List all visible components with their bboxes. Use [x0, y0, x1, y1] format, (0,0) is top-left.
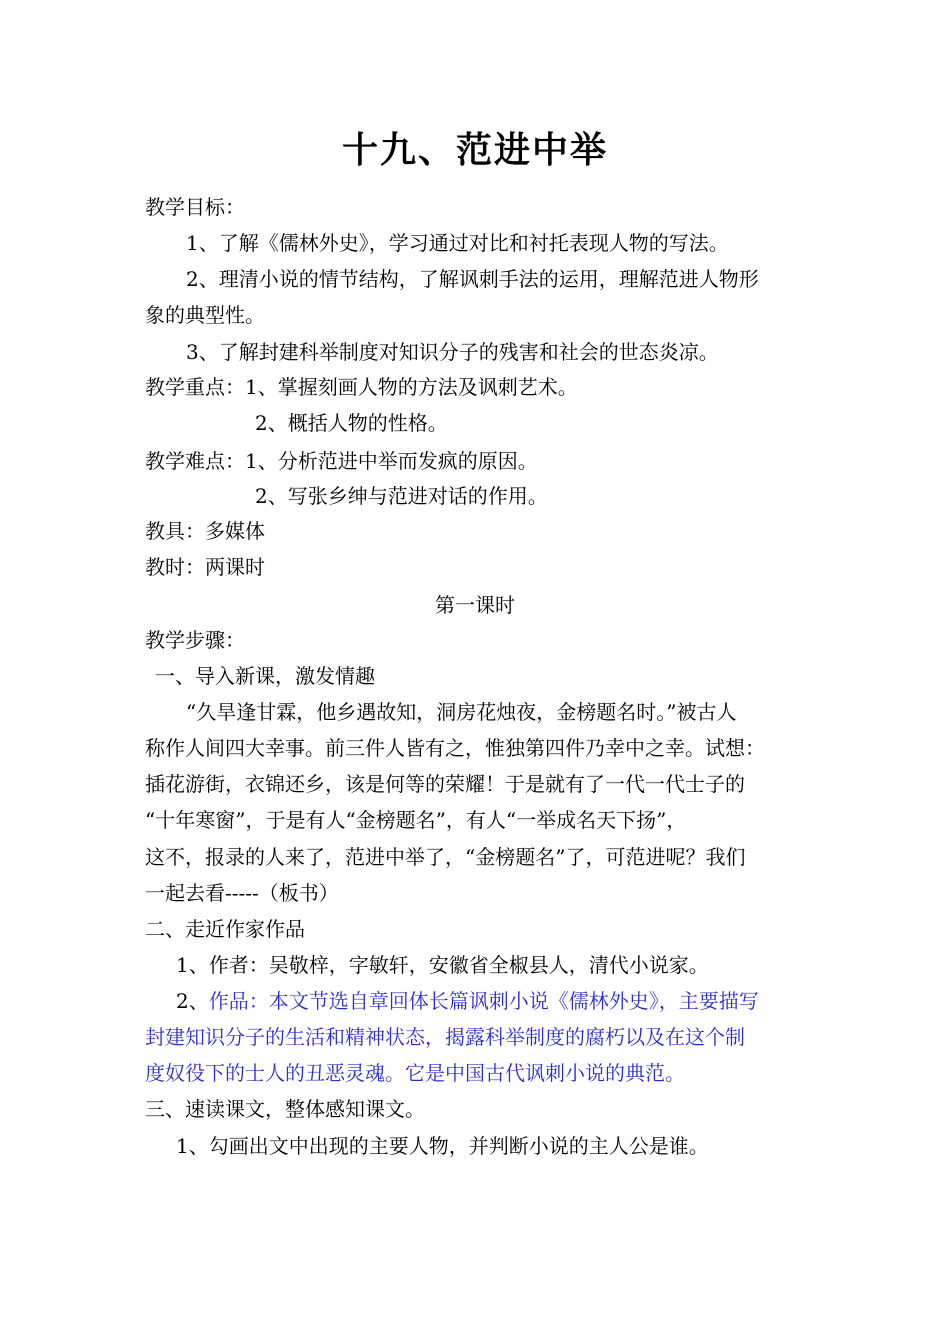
step-1-heading: 一、导入新课，激发情趣: [155, 664, 375, 688]
difficult-points-1: 教学难点：1、分析范进中举而发疯的原因。: [145, 449, 538, 473]
objective-item-1: 1、了解《儒林外史》，学习通过对比和衬托表现人物的写法。: [186, 231, 729, 255]
work-item-line-1: [176, 986, 759, 1016]
intro-paragraph-line-2: 称作人间四大幸事。前三件人皆有之，惟独第四件乃幸中之幸。试想：: [145, 736, 765, 760]
intro-paragraph-line-3: 插花游街，衣锦还乡，该是何等的荣耀！于是就有了一代一代士子的: [145, 772, 745, 796]
work-item-number: 2、: [176, 989, 209, 1013]
key-points-1: 教学重点：1、掌握刻画人物的方法及讽刺艺术。: [145, 375, 578, 399]
step-3-heading: 三、速读课文，整体感知课文。: [145, 1097, 425, 1121]
objective-item-2-cont: 象的典型性。: [145, 303, 265, 327]
difficult-points-2: 2、写张乡绅与范进对话的作用。: [255, 484, 548, 508]
page-title: 十九、范进中举: [341, 129, 608, 171]
work-item-highlight: 作品：本文节选自章回体长篇讽刺小说《儒林外史》，主要描写: [208, 989, 759, 1013]
intro-paragraph-line-6: 一起去看-----（板书）: [145, 881, 339, 905]
author-item: 1、作者：吴敬梓，字敏轩，安徽省全椒县人，清代小说家。: [176, 953, 709, 977]
teaching-hours: 教时：两课时: [145, 555, 265, 579]
section-heading-objectives: 教学目标：: [145, 195, 245, 219]
teaching-aids: 教具：多媒体: [145, 519, 265, 543]
intro-paragraph-line-1: “久旱逢甘霖，他乡遇故知，洞房花烛夜，金榜题名时。”被古人: [186, 700, 737, 724]
work-item-line-2: 封建知识分子的生活和精神状态，揭露科举制度的腐朽以及在这个制: [145, 1025, 745, 1049]
objective-item-3: 3、了解封建科举制度对知识分子的残害和社会的世态炎凉。: [186, 340, 719, 364]
work-item-line-3: 度奴役下的士人的丑恶灵魂。它是中国古代讽刺小说的典范。: [145, 1061, 685, 1085]
objective-item-2: 2、理清小说的情节结构，了解讽刺手法的运用，理解范进人物形: [186, 267, 759, 291]
intro-paragraph-line-4: “十年寒窗”，于是有人“金榜题名”，有人“一举成名天下扬”，: [145, 808, 687, 832]
step-3-item-1: 1、勾画出文中出现的主要人物，并判断小说的主人公是谁。: [176, 1134, 709, 1158]
key-points-2: 2、概括人物的性格。: [255, 411, 448, 435]
steps-heading: 教学步骤：: [145, 628, 245, 652]
intro-paragraph-line-5: 这不，报录的人来了，范进中举了，“金榜题名”了，可范进呢？我们: [145, 845, 746, 869]
step-2-heading: 二、走近作家作品: [145, 917, 305, 941]
lesson-heading: 第一课时: [435, 593, 515, 617]
